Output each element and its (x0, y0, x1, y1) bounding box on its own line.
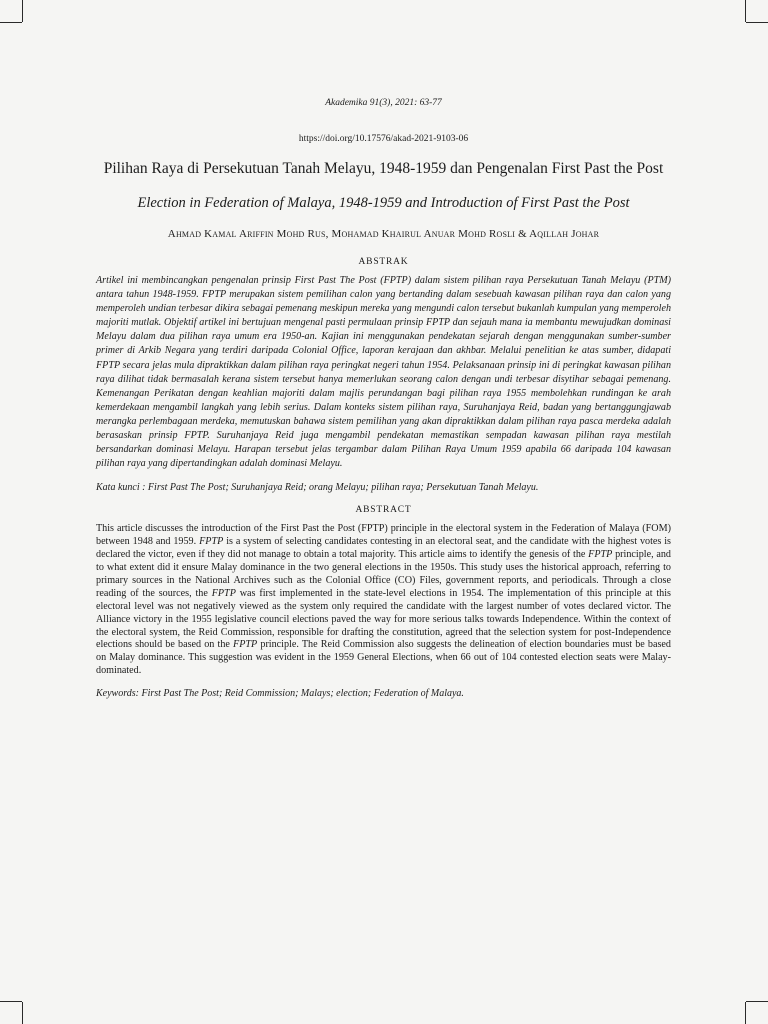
abstract-text-segment: was first implemented in the state-level elections in 1954. The implementation of this principle at this electoral level was not negatively viewed as the system only required the candidate with the largest number of votes declared victor. The Alliance victory in the 1955 legislative council elections paved the way for more serious talks towards Independence. Within the context of the electoral system, the Reid Commission, responsible for drafting the constitution, agreed that the selection system for post-Independence elections should be based on the (96, 587, 671, 651)
abstrak-body: Artikel ini membincangkan pengenalan prinsip First Past The Post (FPTP) dalam sistem pilihan raya Persekutuan Tanah Melayu (PTM) antara tahun 1948-1959. FPTP merupakan sistem pemilihan calon yang bertanding dalam sesebuah kawasan pilihan raya dan calon yang memperoleh undian terbesar dikira sebagai pemenang meskipun mereka yang mengundi calon tersebut bukanlah kumpulan yang memperoleh majoriti mutlak. Objektif artikel ini bertujuan mengenal pasti permulaan prinsip FPTP dan sejauh mana ia membantu mewujudkan dominasi Melayu dalam dua pilihan raya umum era 1950-an. Kajian ini menggunakan pendekatan sejarah dengan menggunakan sumber-sumber primer di Arkib Negara yang terdiri daripada Colonial Office, laporan kerajaan dan akhbar. Melalui penelitian ke atas sumber, didapati FPTP secara jelas mula dipraktikkan dalam pilihan raya peringkat negeri tahun 1954. Pelaksanaan prinsip ini di peringkat kawasan pilihan raya dilihat tidak bermasalah kerana sistem tersebut hanya memerlukan seorang calon dengan undi terbesar disytihar sebagai pemenang. Kemenangan Perikatan dengan keahlian majoriti dalam majlis perundangan bagi pilihan raya 1955 membolehkan rundingan ke arah kemerdekaan mengambil langkah yang lebih serius. Dalam konteks sistem pilihan raya, Suruhanjaya Reid, badan yang bertanggungjawab merangka perlembagaan merdeka, memutuskan bahawa sistem pemilihan yang akan dipraktikkan dalam pilihan raya pasca merdeka adalah berasaskan prinsip FPTP. Suruhanjaya Reid juga mengambil pendekatan memastikan sempadan kawasan pilihan raya mestilah bersandarkan dominasi Melayu. Harapan tersebut jelas tergambar dalam Pilihan Raya Umum 1959 apabila 66 daripada 104 kawasan pilihan raya yang dipertandingkan adalah dominasi Melayu. (96, 275, 671, 470)
crop-mark-bottom-right (745, 1002, 746, 1024)
abstract-body (96, 523, 671, 678)
abstract-text-segment-italic: FPTP (233, 639, 258, 651)
abstract-heading: ABSTRACT (355, 505, 412, 516)
crop-mark-top-right (745, 0, 746, 22)
author-list: Ahmad Kamal Ariffin Mohd Rus, Mohamad Khairul Anuar Mohd Rosli & Aqillah Johar (167, 228, 600, 240)
crop-mark-top-left-h (0, 22, 22, 23)
abstract-text-segment-italic: FPTP (211, 587, 236, 599)
abstract-text-segment: This article discusses the introduction of the First Past the Post (FPTP) principle in the electoral system in the Federation of Malaya (FOM) between 1948 and 1959. (96, 523, 671, 548)
kata-kunci: Kata kunci : First Past The Post; Suruhanjaya Reid; orang Melayu; pilihan raya; Persekutuan Tanah Melayu. (96, 482, 539, 494)
article-page (96, 98, 671, 699)
crop-mark-bottom-left (22, 1002, 23, 1024)
abstract-text-segment: principle. The Reid Commission also suggests the delineation of election boundaries must be based on Malay dominance. This suggestion was evident in the 1959 General Elections, when 66 out of 104 contested election seats were Malay-dominated. (96, 639, 671, 677)
crop-mark-top-right-h (746, 22, 768, 23)
keywords: Keywords: First Past The Post; Reid Commission; Malays; election; Federation of Malaya. (96, 688, 464, 700)
article-title-english: Election in Federation of Malaya, 1948-1959 and Introduction of First Past the Post (137, 195, 630, 211)
abstract-text-segment-italic: FPTP (199, 536, 224, 548)
abstrak-heading: ABSTRAK (358, 257, 409, 267)
doi-link[interactable]: https://doi.org/10.17576/akad-2021-9103-06 (298, 134, 469, 144)
article-title-malay: Pilihan Raya di Persekutuan Tanah Melayu, 1948-1959 dan Pengenalan First Past the Post (103, 160, 664, 177)
crop-mark-top-left (22, 0, 23, 22)
journal-citation: Akademika 91(3), 2021: 63-77 (325, 98, 442, 108)
crop-mark-bottom-right-h (746, 1001, 768, 1002)
crop-mark-bottom-left-h (0, 1001, 22, 1002)
abstract-text-segment: is a system of selecting candidates contesting in an electoral seat, and the candidate with the highest votes is declared the victor, even if they did not manage to obtain a total majority. This article aims to identify the genesis of the (96, 536, 671, 561)
abstract-text-segment-italic: FPTP (588, 549, 613, 561)
abstract-text-segment: principle, and to what extent did it ensure Malay dominance in the two general elections in the 1950s. This study uses the historical approach, referring to primary sources in the National Archives such as the Colonial Office (CO) Files, government reports, and periodicals. Through a close reading of the sources, the (96, 549, 671, 599)
